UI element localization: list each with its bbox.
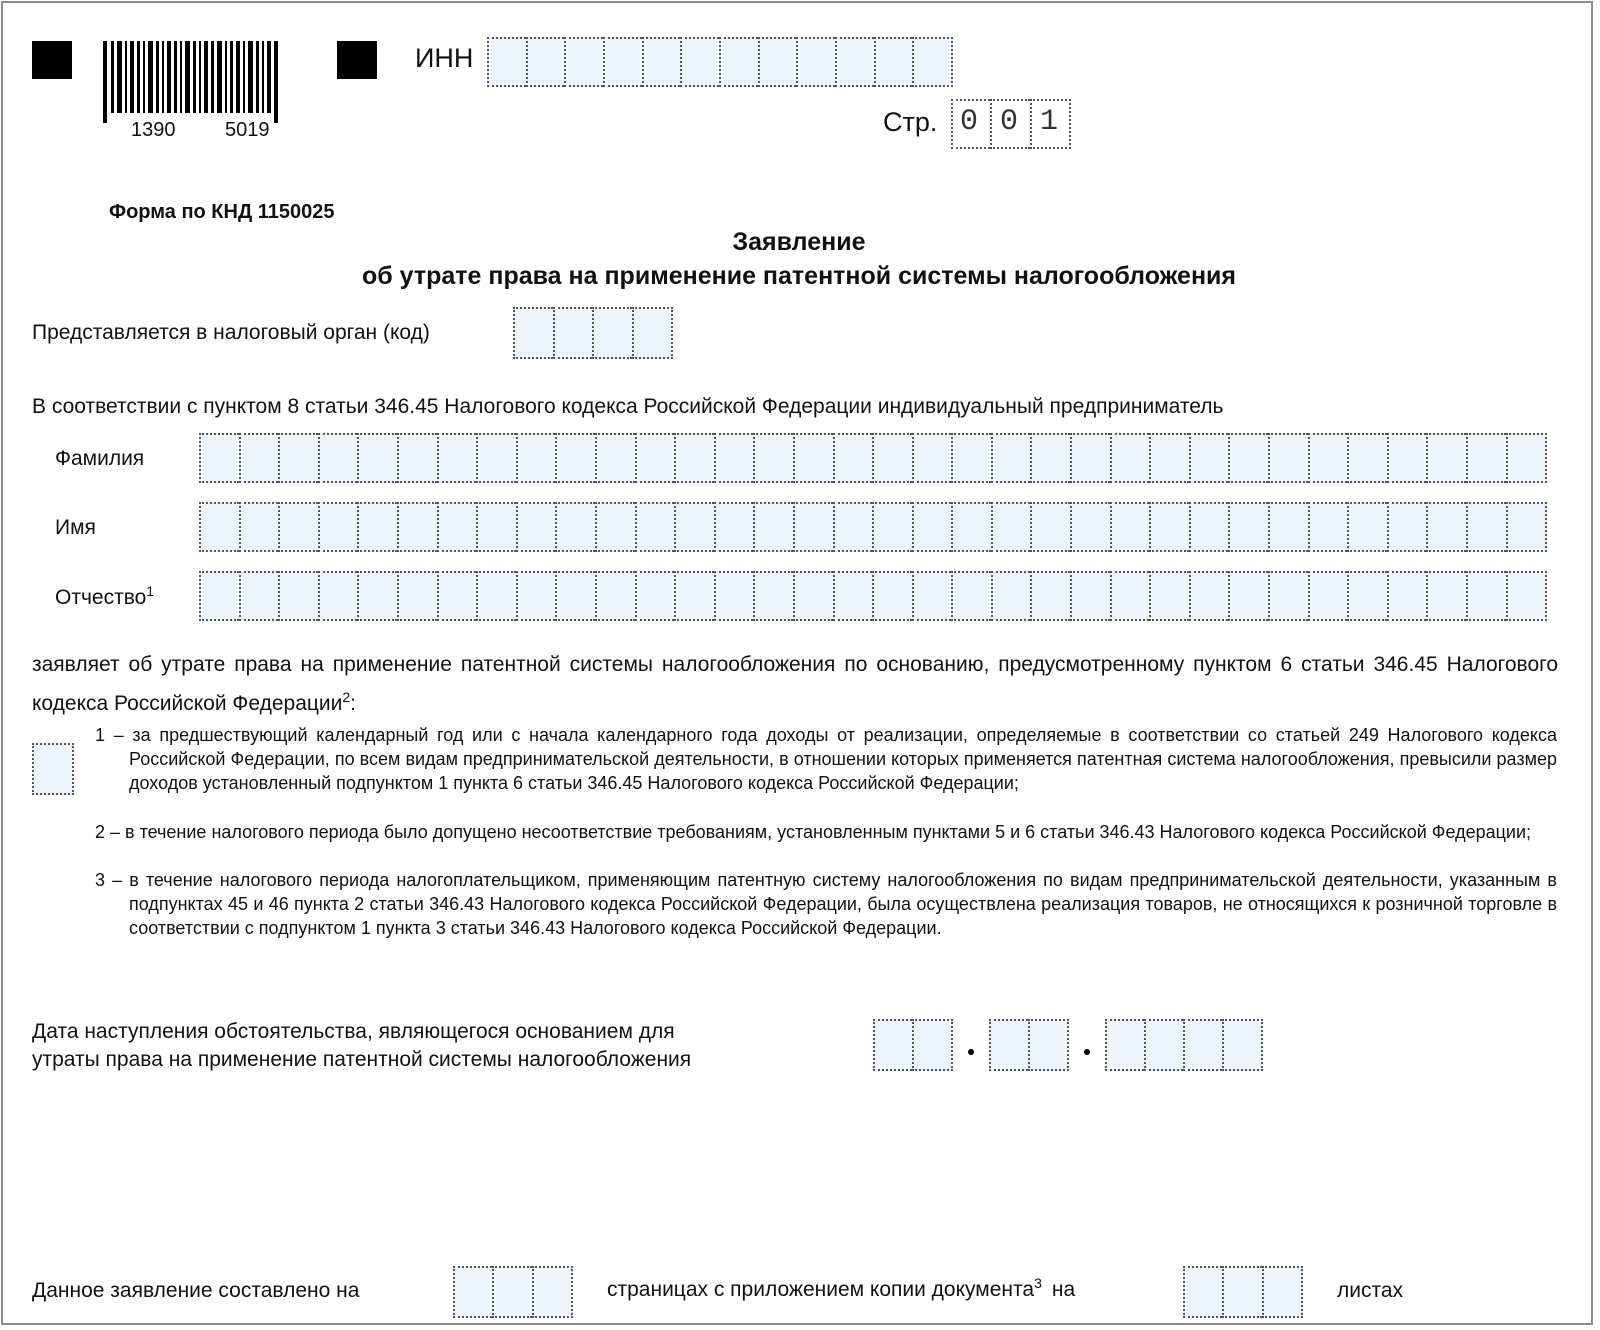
- barcode-number-right: 5019: [225, 119, 270, 141]
- attachment-label-text: страницах с приложением копии документа: [607, 1278, 1035, 1301]
- page-digit-1: 0: [960, 105, 979, 139]
- page-digit-2: 0: [1000, 105, 1019, 139]
- registration-marker-right: [337, 41, 377, 79]
- footnote-3-marker: 3: [1034, 1275, 1042, 1291]
- pages-count-field[interactable]: [453, 1266, 573, 1318]
- date-year-field[interactable]: [1105, 1019, 1263, 1071]
- ground-option-1: 1 – за предшествующий календарный год или с начала календарного года доходы от реализации, определяемые в соответствии со статьей 249 Налогового кодекса Российской Федерации, по всем видам предпринимательской деятельности, в отношении которых применяется патентная система налогообложения, превысили размер доходов установленный подпунктом 1 пункта 6 статьи 346.45 Налогового кодекса Российской Федерации;: [95, 725, 1557, 793]
- attachment-sheets-field[interactable]: [1183, 1266, 1303, 1318]
- declaration-body: заявляет об утрате права на применение патентной системы налогообложения по основанию, предусмотренному пунктом 6 статьи 346.45 Налогового кодекса Российской Федерации: [32, 653, 1558, 715]
- declaration-text: [32, 649, 1558, 720]
- date-day-field[interactable]: [873, 1019, 953, 1071]
- form-knd-code: Форма по КНД 1150025: [109, 201, 335, 223]
- patronymic-field[interactable]: [199, 571, 1547, 621]
- attachment-label-on: на: [1051, 1278, 1076, 1301]
- inn-field[interactable]: [487, 37, 953, 87]
- form-subtitle: об утрате права на применение патентной системы налогообложения: [361, 262, 1237, 290]
- barcode-icon: [103, 41, 278, 123]
- inn-label: ИНН: [415, 43, 474, 73]
- attachment-label: [607, 1275, 1075, 1302]
- ground-option-3: 3 – в течение налогового периода налогоплательщиком, применяющим патентную систему налогообложения по видам предпринимательской деятельности, указанным в подпунктах 45 и 46 пункта 2 статьи 346.43 Налогового кодекса Российской Федерации, была осуществлена реализация товаров, не относящихся к розничной торговле в соответствии с подпунктом 1 пункта 3 статьи 346.43 Налогового кодекса Российской Федерации.: [95, 870, 1557, 938]
- patronymic-label: [55, 583, 154, 610]
- pages-count-label: Данное заявление составлено на: [32, 1279, 360, 1302]
- footnote-2-marker: 2: [342, 689, 351, 705]
- date-label-line-2: утраты права на применение патентной системы налогообложения: [32, 1048, 692, 1071]
- form-page: [1, 1, 1593, 1325]
- tax-authority-label: Представляется в налоговый орган (код): [32, 321, 430, 344]
- date-separator-1: [968, 1049, 974, 1055]
- name-label: Имя: [55, 516, 96, 539]
- surname-label: Фамилия: [55, 447, 145, 470]
- date-month-field[interactable]: [989, 1019, 1069, 1071]
- ground-code-field[interactable]: [32, 743, 74, 795]
- declaration-colon: :: [350, 692, 357, 715]
- sheets-label: листах: [1337, 1279, 1404, 1302]
- footnote-1-marker: 1: [146, 583, 155, 599]
- page-label: Стр.: [883, 107, 938, 137]
- date-separator-2: [1084, 1049, 1090, 1055]
- name-field[interactable]: [199, 502, 1547, 552]
- surname-field[interactable]: [199, 433, 1547, 483]
- date-label-line-1: Дата наступления обстоятельства, являющегося основанием для: [32, 1020, 675, 1043]
- registration-marker-left: [32, 41, 72, 79]
- form-title: Заявление: [732, 228, 866, 256]
- intro-text: В соответствии с пунктом 8 статьи 346.45 Налогового кодекса Российской Федерации индивидуальный предприниматель: [32, 395, 1224, 418]
- patronymic-label-text: Отчество: [55, 586, 147, 609]
- barcode-number-left: 1390: [131, 119, 176, 141]
- tax-authority-code-field[interactable]: [513, 307, 673, 359]
- ground-option-2: 2 – в течение налогового периода было допущено несоответствие требованиям, установленным пунктами 5 и 6 статьи 346.43 Налогового кодекса Российской Федерации;: [95, 822, 1532, 842]
- page-digit-3: 1: [1040, 105, 1059, 139]
